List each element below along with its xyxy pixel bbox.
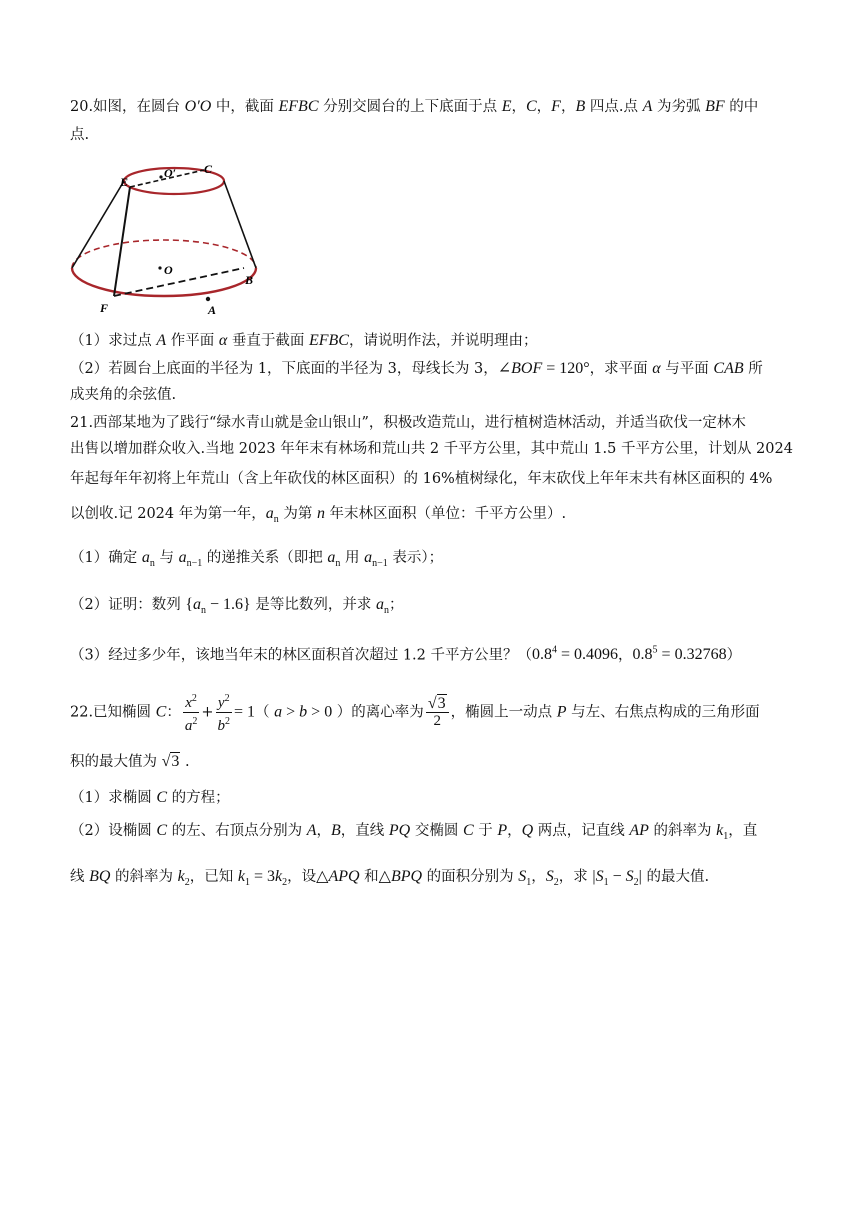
q22-part2-line2: 线 BQ 的斜率为 $k_2$，已知 $k_1 = 3k_2$，设△APQ 和△BPQ 的面积分别为 $S_1$，$S_2$，求 $|S_1 - S_2|$ 的最大值. bbox=[70, 868, 710, 889]
q20-part2-line1: （2）若圆台上底面的半径为 1，下底面的半径为 3，母线长为 3，∠BOF = 120°，求平面 α 与平面 CAB 所 bbox=[70, 360, 763, 377]
q21-part2: （2）证明：数列 $\{a_n - 1.6\}$ 是等比数列，并求 $a_n$； bbox=[70, 596, 404, 617]
label-O: O bbox=[164, 263, 173, 277]
q20-line1: 20.如图，在圆台 O′O 中，截面 EFBC 分别交圆台的上下底面于点 E，C，F，B 四点.点 A 为劣弧 BF 的中 bbox=[70, 98, 759, 115]
q21-line1: 21.西部某地为了践行“绿水青山就是金山银山”，积极改造荒山，进行植树造林活动，并适当砍伐一定林木 bbox=[70, 415, 746, 431]
segment-FB bbox=[114, 268, 244, 296]
label-O-prime: O′ bbox=[164, 166, 177, 180]
q21-part1: （1）确定 $a_n$ 与 $a_{n-1}$ 的递推关系（即把 $a_n$ 用 $a_{n-1}$ 表示）； bbox=[70, 549, 444, 570]
q21-line2: 出售以增加群众收入.当地 2023 年年末有林场和荒山共 2 千平方公里，其中荒山 1.5 千平方公里，计划从 2024 bbox=[70, 441, 793, 457]
point-A bbox=[206, 297, 210, 301]
q21-line4: 以创收.记 2024 年为第一年，$a_n$ 为第 n 年末林区面积（单位：千平方公里）. bbox=[70, 505, 567, 526]
frustum-figure bbox=[68, 156, 264, 320]
label-F: F bbox=[100, 301, 109, 315]
label-C: C bbox=[204, 162, 213, 176]
q22-line2: 积的最大值为 √3 . bbox=[70, 753, 190, 770]
q22-part2-line1: （2）设椭圆 C 的左、右顶点分别为 A，B，直线 PQ 交椭圆 C 于 P，Q 两点，记直线 AP 的斜率为 $k_1$，直 bbox=[70, 822, 758, 843]
label-B: B bbox=[245, 273, 254, 287]
q21-part3: （3）经过多少年，该地当年末的林区面积首次超过 1.2 千平方公里？（$0.8^4 = 0.4096$，$0.8^5 = 0.32768$） bbox=[70, 645, 742, 664]
q20-part2-line2: 成夹角的余弦值. bbox=[70, 387, 177, 403]
q22-line1: 22.已知椭圆 C： $\frac{x^2}{a^2}$ + $\frac{y^2}{b^2}$ = 1（ a > b > 0 ）的离心率为 $\frac{√3}{2}$ ，椭圆上一动点 P 与左、右焦点构成的三角形面 bbox=[70, 693, 760, 734]
right-generatrix bbox=[224, 181, 256, 268]
q20-line2: 点. bbox=[70, 127, 90, 143]
left-generatrix bbox=[72, 181, 124, 268]
q21-line3: 年起每年年初将上年荒山（含上年砍伐的林区面积）的 16%植树绿化，年末砍伐上年年末共有林区面积的 4% bbox=[70, 471, 773, 487]
center-O bbox=[158, 266, 161, 269]
center-O-prime bbox=[159, 175, 162, 178]
q22-part1: （1）求椭圆 C 的方程； bbox=[70, 789, 230, 806]
label-E: E bbox=[120, 175, 129, 189]
label-A: A bbox=[208, 303, 217, 317]
q20-part1: （1）求过点 A 作平面 α 垂直于截面 EFBC，请说明作法，并说明理由； bbox=[70, 332, 538, 349]
